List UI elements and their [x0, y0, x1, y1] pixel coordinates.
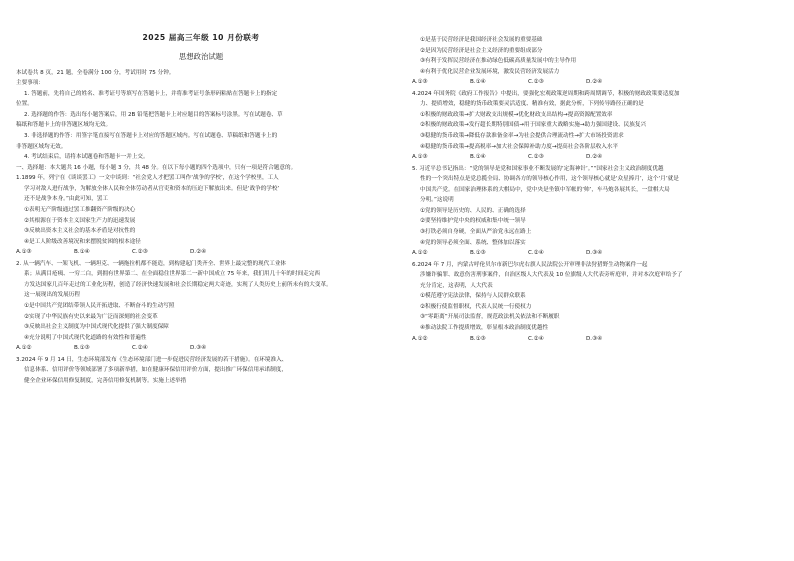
- statement-item: ③反映出资本主义社会的基本矛盾是对抗性的: [24, 228, 136, 235]
- option-a[interactable]: A.①②: [412, 335, 428, 342]
- statement-item: ①党的领导是历史的、人民的、正确的选择: [420, 207, 526, 214]
- question-stem: 3.2024 年 9 月 14 日，生态环境部发布《生态环境部门进一步促进民营经济发展的若干措施》。在环境准入、: [16, 356, 288, 363]
- question-2: [16, 260, 386, 353]
- intro-line: 3. 非选择题的作答：用签字笔直接写在答题卡上对应的答题区域内。写在试题卷、草稿纸和答题卡上的: [24, 132, 278, 139]
- question-stem: 分明。”这说明: [420, 197, 454, 204]
- statement-item: ①表明无产阶级通过罢工推翻资产阶级的决心: [24, 207, 136, 214]
- statement-item: ④是工人阶级改善境况和来摆脱贫困的根本途径: [24, 238, 141, 245]
- statement-item: ①是基于民营经济是我国经济社会发展的重要基础: [420, 37, 543, 43]
- intro-line: 本试卷共 8 页，21 题，全卷满分 100 分，考试用时 75 分钟。: [16, 69, 175, 76]
- option-a[interactable]: A.①③: [412, 79, 428, 86]
- option-b[interactable]: B.①④: [74, 249, 90, 256]
- option-c[interactable]: C.②③: [528, 79, 544, 86]
- section-heading: 一、选择题：本大题共 16 小题，每小题 3 分，共 48 分。在以下每小题的四个选项中，只有一项是符合题意的。: [16, 164, 297, 171]
- question-stem: 健全企业环保信用修复制度，完善信用修复机制等。实施上述举措: [24, 377, 187, 384]
- question-stem: 这一展现出的发展历程: [24, 292, 80, 299]
- question-stem: 信息体系、信用评价等领域部署了多项新举措，如在健康环保信用评价方面，提出推广环保信用承诺制度，: [24, 367, 287, 374]
- answer-options: [16, 344, 386, 352]
- option-b[interactable]: B.①③: [470, 250, 486, 257]
- question-stem: 还不是战争本身。”由此可知，罢工: [24, 196, 109, 203]
- statement-item: ④稳健的货币政策→提高税率→加大社会保障补助力度→提高社会各阶层收入水平: [420, 143, 619, 150]
- option-a[interactable]: A.①②: [16, 345, 32, 352]
- intro-line: 2. 选择题的作答：选出每小题答案后，用 2B 铅笔把答题卡上对应题目的答案标号涂黑。写在试题卷、草: [24, 111, 283, 118]
- right-column: [412, 0, 782, 346]
- question-stem: 系；从满目疮痍、一穷二白，到拥有世界第二、在全面稳住世界第二一新中国成立 75 年来，我们用几十年的时间走完西: [24, 271, 320, 278]
- statement-item: ④党的领导必须全面、系统、整体加以落实: [420, 239, 526, 246]
- option-b[interactable]: B.①④: [470, 79, 486, 86]
- question-stem: 力、提质增效，稳健的货币政策要灵活适度、精准有效，据此分析，下列传导路径正确的是: [420, 101, 644, 108]
- question-4: [412, 90, 782, 162]
- exam-subtitle: 思想政治试题: [178, 52, 224, 62]
- option-c[interactable]: C.②④: [528, 250, 544, 257]
- intro-line: 4. 考试结束后，请将本试题卷和答题卡一并上交。: [24, 154, 149, 161]
- option-b[interactable]: B.①③: [470, 335, 486, 342]
- left-column: [16, 0, 386, 387]
- statement-item: ③打铁必须自身硬，全面从严治党永远在路上: [420, 229, 532, 236]
- answer-options: [412, 249, 782, 257]
- question-3: [16, 356, 386, 386]
- option-a[interactable]: A.①③: [412, 154, 428, 161]
- answer-options: [16, 248, 386, 256]
- option-c[interactable]: C.②③: [132, 249, 148, 256]
- question-stem: 6.2024 年 7 月，内蒙古呼伦贝尔市新巴尔虎右旗人民法院公开审理非法狩猎野生动物案件一起: [412, 261, 648, 268]
- statement-item: ④有利于优化民营企业发展环境，激发民营经济发展活力: [420, 68, 560, 75]
- statement-item: ③有利于发挥民营经济在推动绿色低碳高质量发展中的主导作用: [420, 58, 577, 65]
- statement-item: ②要坚持维护党中央的权威和集中统一领导: [420, 218, 526, 225]
- question-stem: 涉嫌诈骗罪、故意伤害刑事案件，自治区级人大代表及 10 位旗级人大代表旁听庭审，并对本次庭审给予了: [420, 272, 683, 279]
- question-stem: 性的一个突出特点是党总揽全局、协调各方的领导核心作用，这个领导核心就是‘众星捧月’，这个‘月’就是: [420, 176, 679, 183]
- statement-item: ①模范遵守宪法法律，保持与人民群众联系: [420, 293, 526, 300]
- question-stem: 中国共产党。在国家治理体系的大棋局中，党中央是坐镇中军帐的‘帅’，车马炮各展其长，一盘棋大局: [420, 186, 670, 193]
- option-d[interactable]: D.②④: [190, 249, 207, 256]
- statement-item: ③稳健的货币政策→降低存款准备金率→为社会提供合理流动性→扩大市场投资需求: [420, 133, 624, 140]
- statement-item: ④推动法院工作提质增效，彰显根本政治制度优越性: [420, 325, 549, 332]
- option-d[interactable]: D.③④: [586, 335, 603, 342]
- statement-item: ②是因为民营经济是社会主义经济的重要组成部分: [420, 47, 543, 54]
- option-a[interactable]: A.①③: [16, 249, 32, 256]
- question-stem: 5. 习近平总书记指出：“党的领导是党和国家事业不断发展的‘定海神针’。”“国家社会主义政治制度优越: [412, 165, 664, 172]
- option-d[interactable]: D.②④: [586, 79, 603, 86]
- question-stem: 充分肯定，这表明，人大代表: [420, 282, 493, 289]
- question-6: [412, 261, 782, 343]
- exam-title: 2025 届高三年级 10 月份联考: [142, 33, 260, 42]
- option-a[interactable]: A.①②: [412, 250, 428, 257]
- question-stem: 2. 从一辆汽车、一架飞机、一辆坦克、一辆拖拉机都不能造，到构建起门类齐全、世界上最完整的现代工业体: [16, 260, 287, 267]
- intro-line: 稿纸和答题卡上的非答题区域均无效。: [16, 122, 112, 129]
- option-c[interactable]: C.②④: [132, 345, 148, 352]
- question-stem: 方发达国家几百年走过的工业化历程，创造了经济快速发展和社会长期稳定两大奇迹，实现了人类历史上前所未有的大变革。: [24, 281, 332, 288]
- statement-item: ②实现了中华民族有史以来最为广泛而深刻的社会变革: [24, 313, 158, 320]
- answer-options: [412, 78, 782, 86]
- answer-options: [412, 153, 782, 161]
- question-stem: 4.2024 年国务院《政府工作报告》中提出，要强化宏观政策逆周期和跨周期调节，积极的财政政策要适度加: [412, 90, 680, 97]
- intro-line: 位置。: [16, 101, 33, 108]
- option-b[interactable]: B.①④: [470, 154, 486, 161]
- option-c[interactable]: C.②④: [528, 335, 544, 342]
- question-3-continued: [412, 36, 782, 87]
- question-stem: 学习对敌人进行战争，为解放全体人民和全体劳动者从官吏和资本的压迫下解放出来。但是‘战争的学校’: [24, 185, 280, 192]
- option-d[interactable]: D.③④: [586, 250, 603, 257]
- statement-item: ①是中国共产党团结带领人民开拓进取、不断奋斗的生动写照: [24, 303, 175, 310]
- question-stem: 1.1899 年，列宁在《谈谈罢工》一文中谈到：“社会党人才把罢工叫作‘战争的学校’，在这个学校里，工人: [16, 175, 279, 182]
- option-d[interactable]: D.②④: [586, 154, 603, 161]
- statement-item: ③“零距离”开展司法监督，规范政法机关依法和不断履职: [420, 314, 560, 321]
- option-d[interactable]: D.③④: [190, 345, 207, 352]
- option-b[interactable]: B.①③: [74, 345, 90, 352]
- statement-item: ④充分说明了中国式现代化道路的有效性和普遍性: [24, 334, 147, 341]
- intro-line: 主要事项：: [16, 80, 44, 87]
- option-c[interactable]: C.②③: [528, 154, 544, 161]
- intro-line: 1. 答题前，先将自己的姓名、准考证号等填写在答题卡上，并将准考证号条形码粘贴在答题卡上的指定: [24, 90, 278, 97]
- question-1: [16, 174, 386, 256]
- answer-options: [412, 335, 782, 343]
- statement-item: ②积极行使监督职权，代表人民统一行使权力: [420, 303, 532, 310]
- statement-item: ①积极的财政政策→扩大财政支出规模→优化财政支出结构→提高资源配置效率: [420, 111, 613, 118]
- statement-item: ②其根源在于资本主义国家生产力的迅速发展: [24, 217, 136, 224]
- statement-item: ③反映出社会主义制度为中国式现代化提供了强大制度保障: [24, 324, 169, 331]
- intro-line: 非答题区域均无效。: [16, 143, 67, 150]
- statement-item: ②积极的财政政策→发行超长期特别国债→用于国家重大战略实施→助力强国建设、民族复兴: [420, 122, 647, 129]
- question-5: [412, 165, 782, 258]
